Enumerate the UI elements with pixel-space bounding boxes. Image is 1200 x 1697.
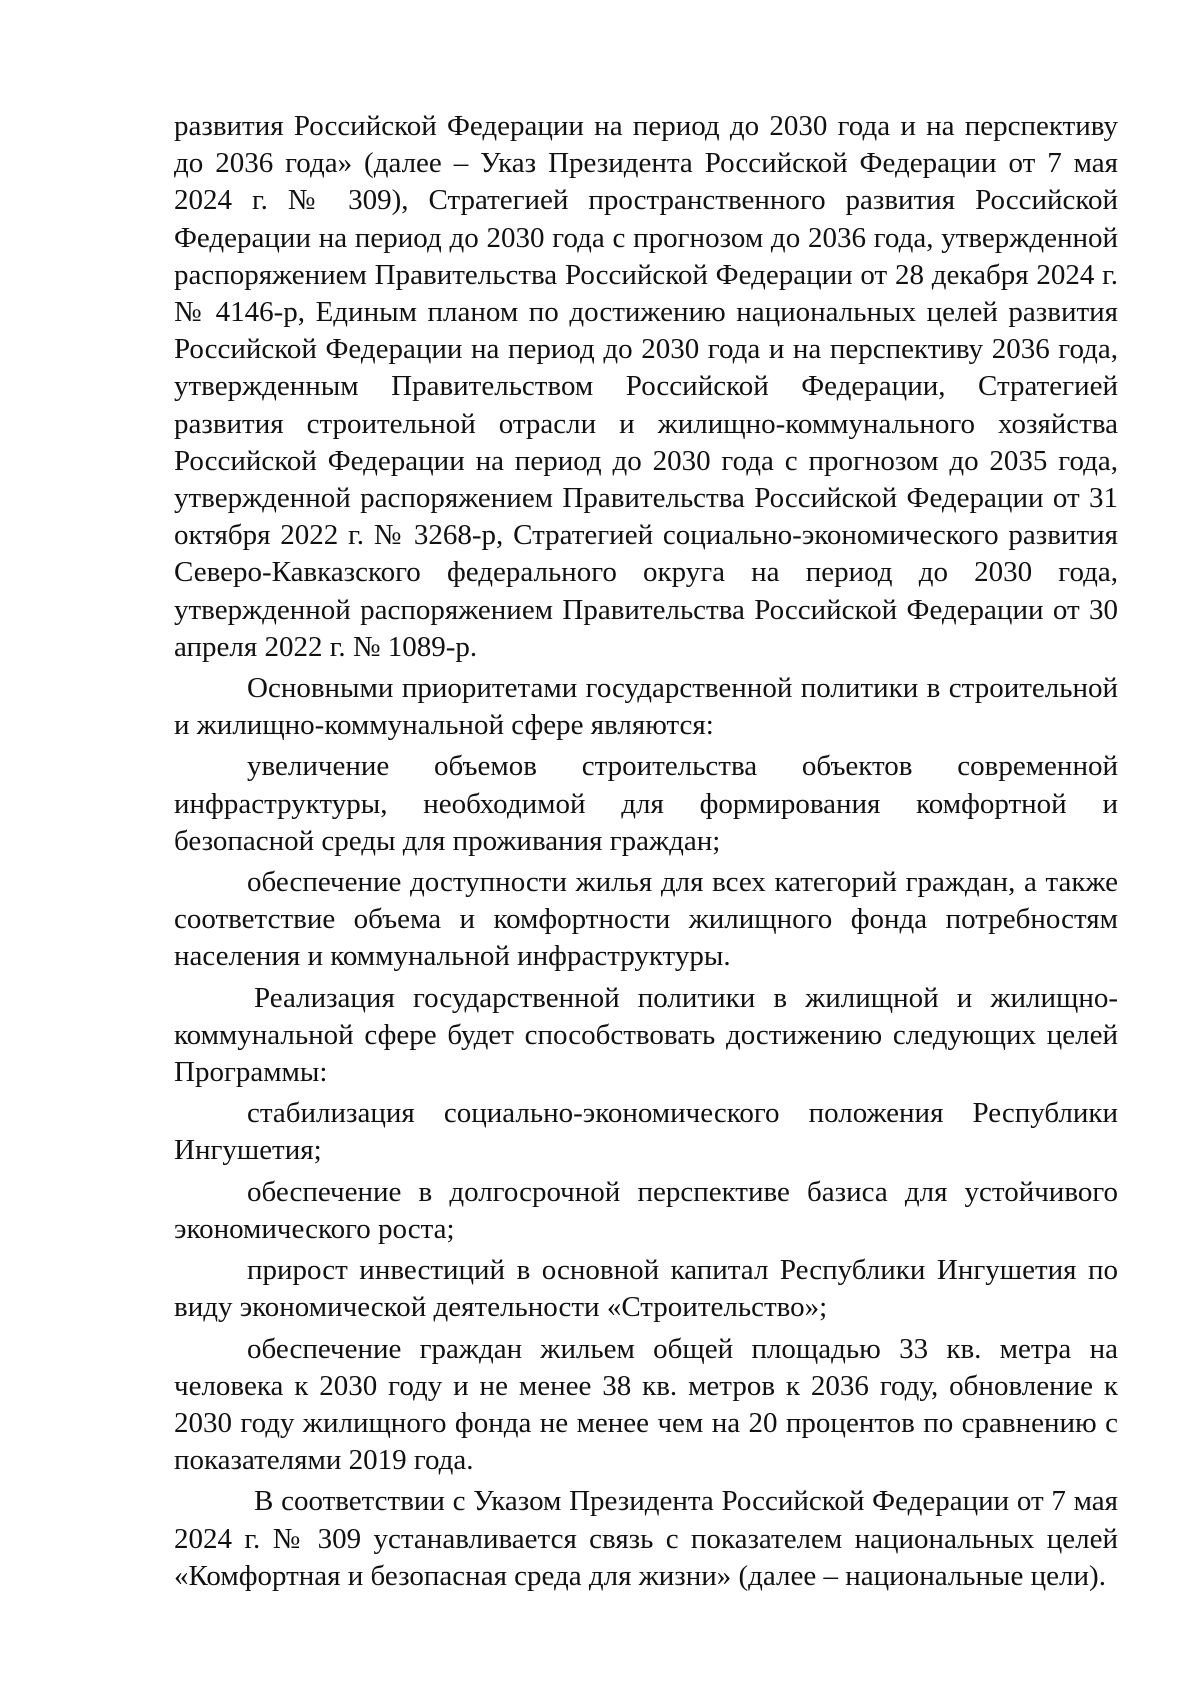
paragraph-strategies-list: развития Российской Федерации на период до 2030 года и на перспективу до 2036 года» (далее – Указ Президента Российской Федерации от 7 мая 2024 г. № 309), Стратегией пространственного развития Российской Федерации на период до 2030 года с прогнозом до 2036 года, утвержденной распоряжением Правительства Российской Федерации от 28 декабря 2024 г. № 4146-р, Единым планом по достижению национальных целей развития Российской Федерации на период до 2030 года и на перспективу 2036 года, утвержденным Правительством Российской Федерации, Стратегией развития строительной отрасли и жилищно-коммунального хозяйства Российской Федерации на период до 2030 года с прогнозом до 2035 года, утвержденной распоряжением Правительства Российской Федерации от 31 октября 2022 г. № 3268-р, Стратегией социально-экономического развития Северо-Кавказского федерального округа на период до 2030 года, утвержденной распоряжением Правительства Российской Федерации от 30 апреля 2022 г. № 1089-р.: [174, 110, 1118, 663]
paragraph-priorities-intro: Основными приоритетами государственной политики в строительной и жилищно-коммунальной сфере являются:: [174, 672, 1118, 742]
paragraph-priority-infrastructure: увеличение объемов строительства объектов современной инфраструктуры, необходимой для формирования комфортной и безопасной среды для проживания граждан;: [174, 750, 1118, 857]
paragraph-national-goals: В соответствии с Указом Президента Российской Федерации от 7 мая 2024 г. № 309 устанавливается связь с показателем национальных целей «Комфортная и безопасная среда для жизни» (далее – национальные цели).: [174, 1485, 1118, 1592]
paragraph-goal-economic-growth: обеспечение в долгосрочной перспективе базиса для устойчивого экономического роста;: [174, 1175, 1118, 1245]
paragraph-priority-housing-access: обеспечение доступности жилья для всех категорий граждан, а также соответствие объема и комфортности жилищного фонда потребностям населения и коммунальной инфраструктуры.: [174, 866, 1118, 973]
paragraph-goal-stabilization: стабилизация социально-экономического положения Республики Ингушетия;: [174, 1097, 1118, 1167]
document-body: [174, 108, 1118, 1599]
paragraph-goal-housing-area: обеспечение граждан жильем общей площадью 33 кв. метра на человека к 2030 году и не менее 38 кв. метров к 2036 году, обновление к 2030 году жилищного фонда не менее чем на 20 процентов по сравнению с показателями 2019 года.: [174, 1332, 1118, 1477]
paragraph-goals-intro: Реализация государственной политики в жилищной и жилищно-коммунальной сфере будет способствовать достижению следующих целей Программы:: [174, 981, 1118, 1089]
paragraph-goal-investment: прирост инвестиций в основной капитал Республики Ингушетия по виду экономической деятельности «Строительство»;: [174, 1254, 1118, 1324]
